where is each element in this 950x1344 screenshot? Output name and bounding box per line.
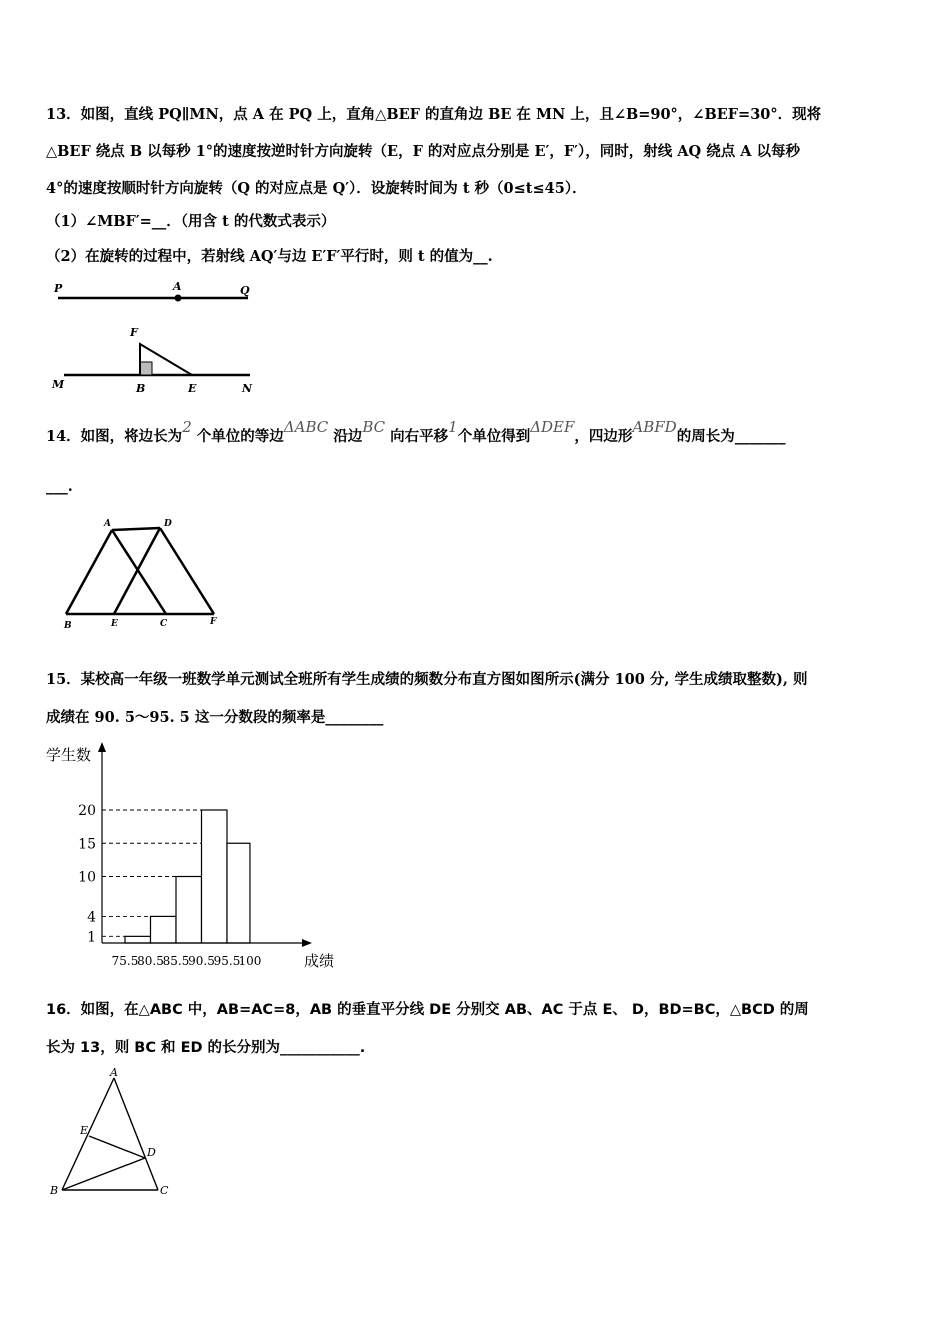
segment-ed: [89, 1136, 145, 1158]
x-tick-label: 90.5: [188, 954, 215, 968]
q14-math-abfd: ABFD: [632, 418, 677, 436]
label-c: C: [160, 619, 168, 629]
y-axis-label: 学生数: [46, 746, 92, 764]
q15-line-1: 15．某校高一年级一班数学单元测试全班所有学生成绩的频数分布直方图如图所示(满分 100 分, 学生成绩取整数), 则: [46, 671, 808, 688]
q14-line-1: [46, 418, 786, 446]
label-e: E: [188, 382, 197, 395]
label-f: F: [210, 617, 217, 627]
label-b: B: [50, 1184, 59, 1197]
label-e: E: [80, 1124, 89, 1137]
histogram-bar: [176, 877, 202, 944]
segment-df: [160, 528, 214, 614]
label-a: A: [104, 519, 111, 529]
q14-text-3: 向右平移: [390, 428, 449, 445]
q13-figure: [46, 278, 266, 396]
q13-line-1: 13．如图，直线 PQ∥MN，点 A 在 PQ 上，直角△BEF 的直角边 BE 在 MN 上，且∠B=90°，∠BEF=30°．现将: [46, 106, 822, 123]
segment-ad: [112, 528, 160, 530]
q14-text-4: 个单位得到: [457, 428, 531, 445]
label-n: N: [242, 382, 253, 395]
q13-line-4: （1）∠MBF′=__．（用含 t 的代数式表示）: [46, 213, 336, 230]
x-tick-label: 80.5: [137, 954, 164, 968]
segment-ab: [66, 530, 112, 614]
label-c: C: [160, 1184, 169, 1197]
label-a: A: [173, 280, 182, 293]
histogram-bar: [151, 916, 177, 943]
label-m: M: [52, 378, 65, 391]
histogram-bar: [202, 810, 228, 943]
x-tick-label: 95.5: [213, 954, 241, 968]
q14-math-abc: ΔABC: [283, 418, 329, 436]
q14-text-2: 沿边: [333, 428, 363, 445]
q14-line-2: ___.: [46, 478, 73, 495]
label-b: B: [64, 621, 72, 631]
y-tick-label: 15: [78, 836, 96, 853]
histogram-chart: [40, 736, 350, 976]
x-tick-label: 75.5: [111, 954, 139, 968]
q14-math-def: ΔDEF: [530, 418, 575, 436]
histogram-bar: [125, 936, 151, 943]
x-axis-label: 成绩: [304, 952, 335, 970]
point-a: [175, 295, 182, 302]
q14-text-6: 的周长为_______: [676, 428, 786, 445]
right-angle-mark: [140, 362, 152, 375]
x-tick-label: 100: [238, 954, 262, 968]
q13-line-5: （2）在旋转的过程中，若射线 AQ′与边 E′F′平行时，则 t 的值为__.: [46, 248, 493, 265]
label-e: E: [111, 619, 118, 629]
label-a: A: [110, 1066, 118, 1079]
q15-line-2: 成绩在 90. 5～95. 5 这一分数段的频率是________: [46, 709, 384, 726]
q14-text-5: ，四边形: [574, 428, 633, 445]
x-tick-label: 85.5: [162, 954, 190, 968]
q14-figure: [56, 516, 226, 632]
label-p: P: [54, 282, 63, 295]
q13-line-2: △BEF 绕点 B 以每秒 1°的速度按逆时针方向旋转（E，F 的对应点分别是 E′，F′），同时，射线 AQ 绕点 A 以每秒: [46, 143, 801, 160]
q14-math-side: 2: [182, 418, 192, 436]
x-axis-arrow: [302, 939, 312, 947]
label-f: F: [130, 326, 138, 339]
label-q: Q: [240, 284, 250, 297]
q14-prefix: 14．如图，将边长为: [46, 428, 183, 445]
y-tick-label: 20: [78, 803, 96, 819]
label-d: D: [147, 1146, 156, 1159]
y-tick-label: 4: [87, 909, 96, 926]
segment-de: [114, 528, 160, 614]
q14-math-bc: BC: [362, 418, 386, 436]
q13-line-3: 4°的速度按顺时针方向旋转（Q 的对应点是 Q′）．设旋转时间为 t 秒（0≤t≤45）．: [46, 180, 587, 197]
q14-math-shift: 1: [448, 418, 458, 436]
q16-line-2: 长为 13，则 BC 和 ED 的长分别为___________.: [46, 1040, 366, 1056]
y-axis-arrow: [98, 742, 106, 752]
label-b: B: [136, 382, 146, 395]
y-tick-label: 1: [87, 929, 96, 946]
q16-line-1: 16．如图，在△ABC 中，AB=AC=8，AB 的垂直平分线 DE 分别交 AB、AC 于点 E、 D，BD=BC，△BCD 的周: [46, 1002, 809, 1018]
y-tick-label: 10: [78, 869, 96, 886]
segment-ac: [114, 1078, 158, 1190]
q16-figure: [44, 1066, 184, 1202]
histogram-bar: [227, 843, 250, 943]
q14-text-1: 个单位的等边: [196, 428, 284, 445]
label-d: D: [164, 519, 172, 529]
